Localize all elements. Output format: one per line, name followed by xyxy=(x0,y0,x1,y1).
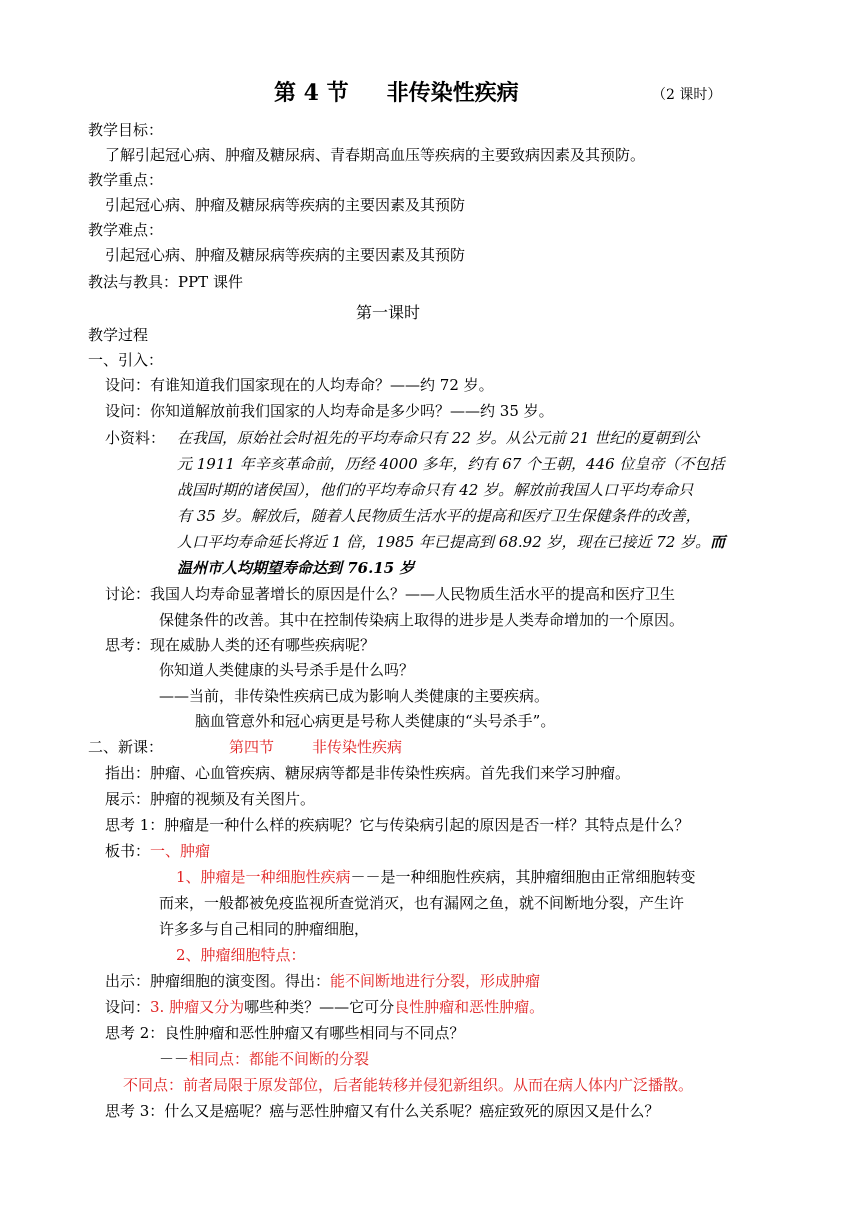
process-label: 教学过程 xyxy=(88,326,149,344)
types-heading: 3. 肿瘤又分为 xyxy=(150,998,245,1016)
key-points-text: 引起冠心病、肿瘤及糖尿病等疾病的主要因素及其预防 xyxy=(105,196,466,214)
info-line-5-bold: 而 xyxy=(710,533,726,551)
point-out: 指出：肿瘤、心血管疾病、糖尿病等都是非传染性疾病。首先我们来学习肿瘤。 xyxy=(105,764,631,782)
board-label: 板书： xyxy=(105,842,151,860)
info-line-6: 温州市人均期望寿命达到 76.15 岁 xyxy=(177,559,415,577)
definition-text: －－是一种细胞性疾病，其肿瘤细胞由正常细胞转变 xyxy=(350,868,696,886)
goals-text: 了解引起冠心病、肿瘤及糖尿病、青春期高血压等疾病的主要致病因素及其预防。 xyxy=(105,146,646,164)
intro-label: 一、引入： xyxy=(88,351,164,369)
info-line-3: 战国时期的诸侯国），他们的平均寿命只有 42 岁。解放前我国人口平均寿命只 xyxy=(177,481,694,499)
difficulties-text: 引起冠心病、肿瘤及糖尿病等疾病的主要因素及其预防 xyxy=(105,246,466,264)
discussion-line-2: 保健条件的改善。其中在控制传染病上取得的进步是人类寿命增加的一个原因。 xyxy=(159,611,685,629)
think-line-3: ——当前，非传染性疾病已成为影响人类健康的主要疾病。 xyxy=(159,687,550,705)
evolution-line xyxy=(105,971,540,991)
info-label: 小资料： xyxy=(105,429,166,447)
new-lesson-section xyxy=(229,737,402,757)
info-line-4: 有 35 岁。解放后，随着人民物质生活水平的提高和医疗卫生保健条件的改善， xyxy=(177,507,701,525)
evolution-text: 出示：肿瘤细胞的演变图。得出： xyxy=(105,972,331,990)
goals-label: 教学目标： xyxy=(88,121,164,139)
evolution-conclusion: 能不间断地进行分裂，形成肿瘤 xyxy=(330,972,541,990)
think-1: 思考 1：肿瘤是一种什么样的疾病呢？它与传染病引起的原因是否一样？其特点是什么？ xyxy=(105,816,690,834)
same-points xyxy=(159,1049,369,1069)
definition-line-2: 而来，一般都被免疫监视所查觉消灭，也有漏网之鱼，就不间断地分裂，产生许 xyxy=(159,894,685,912)
board-title: 一、肿瘤 xyxy=(150,842,211,860)
class-hours: （2 课时） xyxy=(652,87,722,103)
think-2: 思考 2：良性肿瘤和恶性肿瘤又有哪些相同与不同点？ xyxy=(105,1024,465,1042)
definition-title: 1、肿瘤是一种细胞性疾病 xyxy=(176,868,351,886)
different-points: 不同点：前者局限于原发部位，后者能转移并侵犯新组织。从而在病人体内广泛播散。 xyxy=(123,1076,694,1094)
board-line xyxy=(105,841,210,861)
think-line-4: 脑血管意外和冠心病更是号称人类健康的“头号杀手”。 xyxy=(195,712,556,730)
teaching-tools: 教法与教具：PPT 课件 xyxy=(88,273,243,291)
new-lesson-section-title: 非传染性疾病 xyxy=(312,738,403,756)
new-lesson-label: 二、新课： xyxy=(88,738,164,756)
info-line-1: 在我国，原始社会时祖先的平均寿命只有 22 岁。从公元前 21 世纪的夏朝到公 xyxy=(177,429,700,447)
section-number: 第 4 节 xyxy=(274,80,349,106)
definition-line-1 xyxy=(176,867,696,887)
info-line-5-text: 人口平均寿命延长将近 1 倍，1985 年已提高到 68.92 岁，现在已接近 72 岁。 xyxy=(177,533,711,551)
types-answer: 良性肿瘤和恶性肿瘤。 xyxy=(394,998,545,1016)
new-lesson-section-number: 第四节 xyxy=(229,738,275,756)
key-points-label: 教学重点： xyxy=(88,171,164,189)
question-2: 设问：你知道解放前我们国家的人均寿命是多少吗？——约 35 岁。 xyxy=(105,402,554,420)
info-line-2: 元 1911 年辛亥革命前，历经 4000 多年，约有 67 个王朝，446 位皇帝（不包括 xyxy=(177,455,725,473)
difficulties-label: 教学难点： xyxy=(88,221,164,239)
types-prefix: 设问： xyxy=(105,998,151,1016)
question-1: 设问：有谁知道我们国家现在的人均寿命？——约 72 岁。 xyxy=(105,376,494,394)
definition-line-3: 许多多与自己相同的肿瘤细胞， xyxy=(159,920,370,938)
types-line xyxy=(105,997,544,1017)
same-points-text: 相同点：都能不间断的分裂 xyxy=(189,1050,370,1068)
discussion-line-1: 讨论：我国人均寿命显著增长的原因是什么？——人民物质生活水平的提高和医疗卫生 xyxy=(105,585,676,603)
lesson-heading: 第一课时 xyxy=(355,303,420,322)
think-line-2: 你知道人类健康的头号杀手是什么吗？ xyxy=(159,661,415,679)
info-line-5 xyxy=(177,532,725,552)
show-line: 展示：肿瘤的视频及有关图片。 xyxy=(105,790,316,808)
section-title: 非传染性疾病 xyxy=(386,80,519,106)
same-points-dash: －－ xyxy=(159,1050,190,1068)
features-heading: 2、肿瘤细胞特点： xyxy=(176,946,306,964)
think-3: 思考 3：什么又是癌呢？癌与恶性肿瘤又有什么关系呢？癌症致死的原因又是什么？ xyxy=(105,1102,660,1120)
types-question: 哪些种类？——它可分 xyxy=(244,998,395,1016)
page-title xyxy=(274,76,519,107)
think-line-1: 思考：现在威胁人类的还有哪些疾病呢？ xyxy=(105,636,376,654)
